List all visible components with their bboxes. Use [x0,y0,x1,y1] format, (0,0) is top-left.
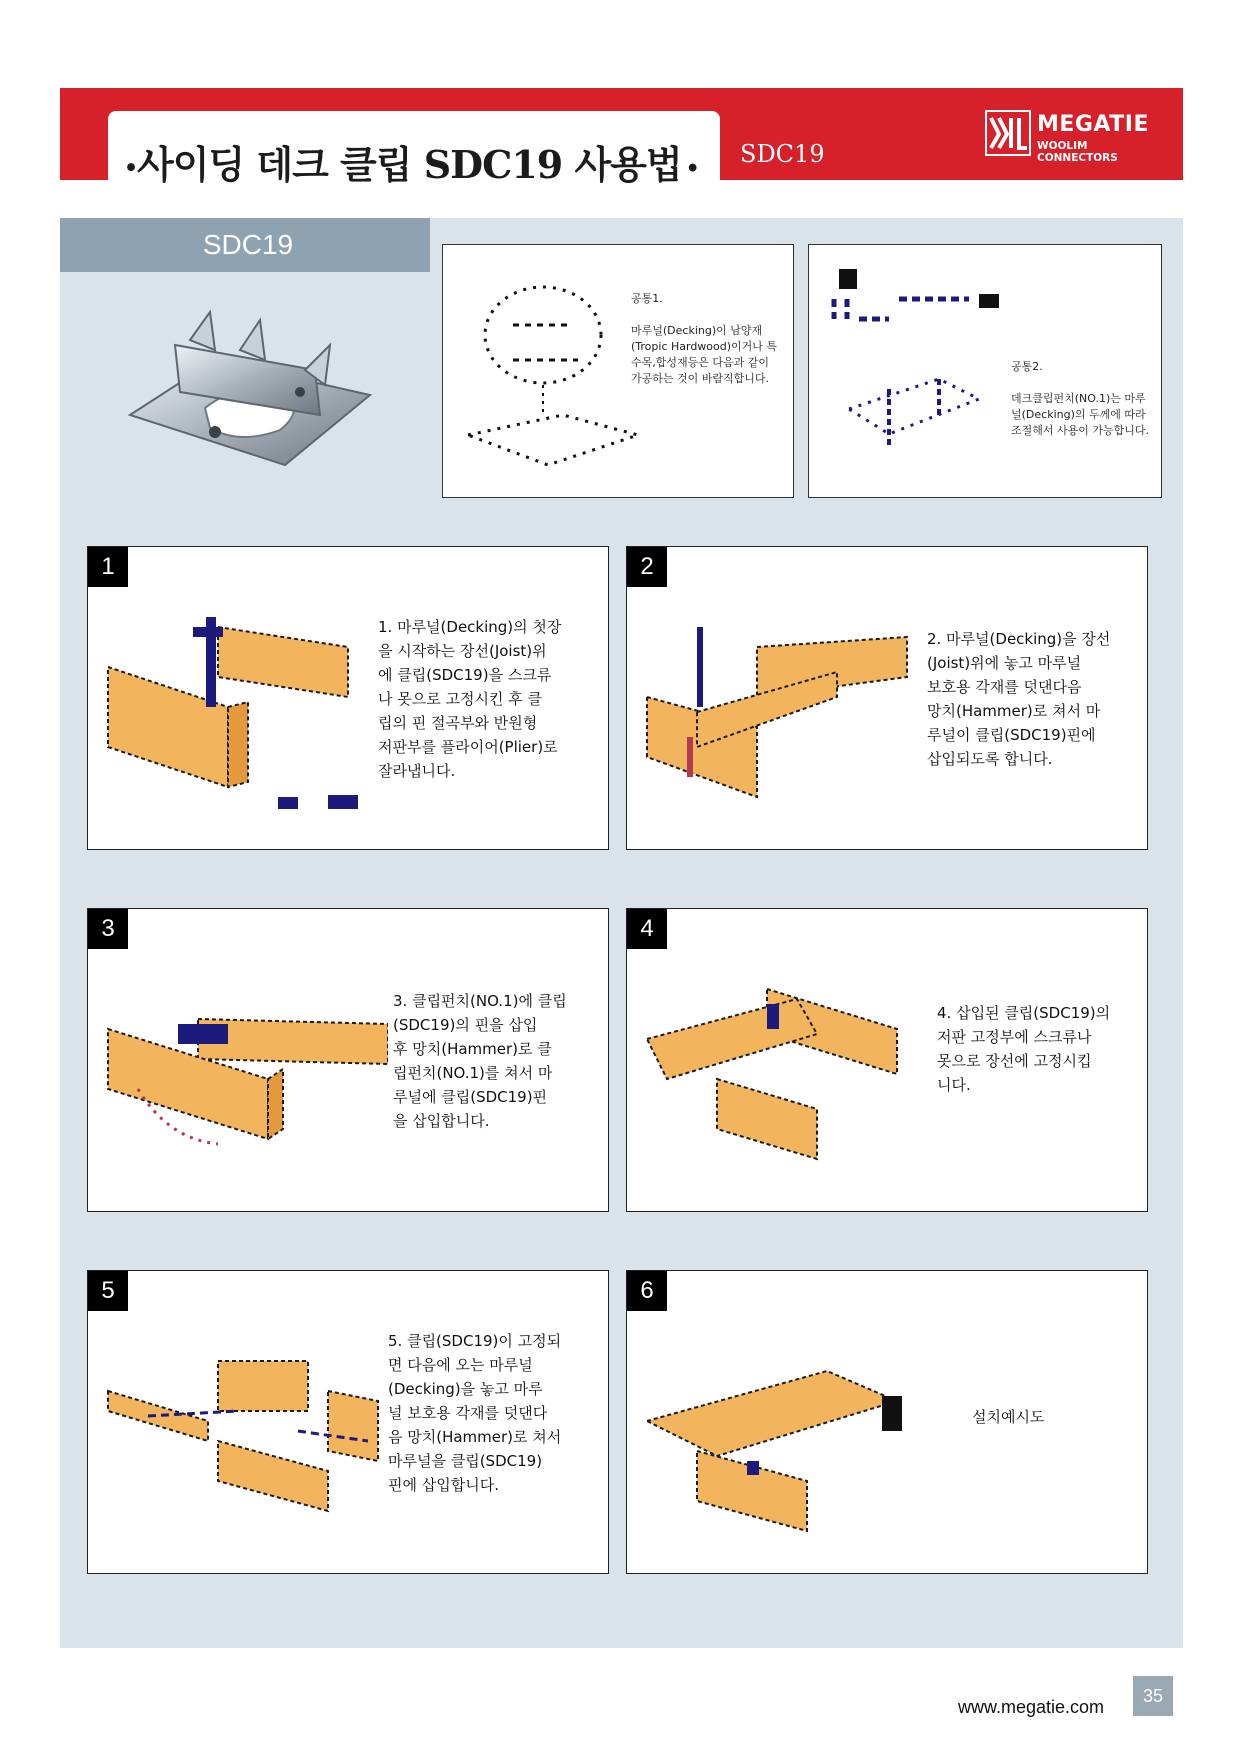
step-text: 2. 마루널(Decking)을 장선 (Joist)위에 놓고 마루널 보호용 각재를 덧댄다음 망치(Hammer)로 쳐서 마 루널이 클립(SDC19)핀에 삽입되도록 합니다. [927,630,1111,768]
footer-url: www.megatie.com [958,1697,1105,1717]
step-number: 5 [88,1271,128,1311]
logo-sub-text: WOOLIM CONNECTORS [1037,140,1118,164]
step-text: 5. 클립(SDC19)이 고정되 면 다음에 오는 마루널 (Decking)을 놓고 마루 널 보호용 각재를 덧댄다 음 망치(Hammer)로 쳐서 마루널을 클립(SDC19) 핀에 삽입합니다. [388,1332,562,1494]
step-text: 설치예시도 [972,1408,1045,1426]
step-3-illustration [98,969,388,1169]
product-label: SDC19 [202,229,294,260]
page-title-text: 사이딩 데크 클립 SDC19 사용법 [137,142,682,187]
megatie-logo-icon [985,110,1031,156]
step-number: 2 [627,547,667,587]
page-number: 35 [1133,1676,1173,1716]
step-card-2 [626,546,1148,850]
page-title [124,134,699,189]
title-bullet-icon: • [124,155,138,182]
step-card-5 [87,1270,609,1574]
step-card-6 [626,1270,1148,1574]
step-1-illustration [98,597,368,827]
note-box-2 [808,244,1162,498]
step-card-4 [626,908,1148,1212]
note-box-1 [442,244,794,498]
note-text: 데크클립펀치(NO.1)는 마루널(Decking)의 두께에 따라 조절해서 사용이 가능합니다. [1011,392,1150,437]
brand-logo [985,110,1170,164]
step-text: 3. 클립펀치(NO.1)에 클립 (SDC19)의 핀을 삽입 후 망치(Hammer)로 클 립펀치(NO.1)를 쳐서 마 루널에 클립(SDC19)핀 을 삽입합니다. [393,992,567,1130]
note-text: 마루널(Decking)이 남양재 (Tropic Hardwood)이거나 특수목,합성재등은 다음과 같이 가공하는 것이 바람직합니다. [631,324,778,385]
note-title: 공통2. [1011,360,1043,373]
step-text: 1. 마루널(Decking)의 첫장 을 시작하는 장선(Joist)위 에 클립(SDC19)을 스크류 나 못으로 고정시킨 후 클 립의 핀 절곡부와 반원형 저판부를 플라이어(Plier)로 잘라냅니다. [378,618,562,780]
step-4-illustration [637,959,927,1189]
step-number: 4 [627,909,667,949]
step-5-illustration [98,1321,388,1551]
step-text: 4. 삽입된 클립(SDC19)의 저판 고정부에 스크류나 못으로 장선에 고정시킵 니다. [937,1004,1111,1094]
logo-brand-text: MEGATIE [1037,112,1150,137]
header-product-code: SDC19 [740,140,825,168]
note-title: 공통1. [631,292,663,305]
step-6-illustration [637,1341,927,1551]
decking-sketch-icon [453,265,653,475]
step-card-3 [87,908,609,1212]
step-number: 6 [627,1271,667,1311]
title-bullet-icon: • [685,155,699,182]
step-2-illustration [637,617,927,817]
step-number: 1 [88,547,128,587]
step-number: 3 [88,909,128,949]
clip-product-image [120,300,375,480]
step-card-1 [87,546,609,850]
clip-punch-sketch-icon [829,259,1009,469]
